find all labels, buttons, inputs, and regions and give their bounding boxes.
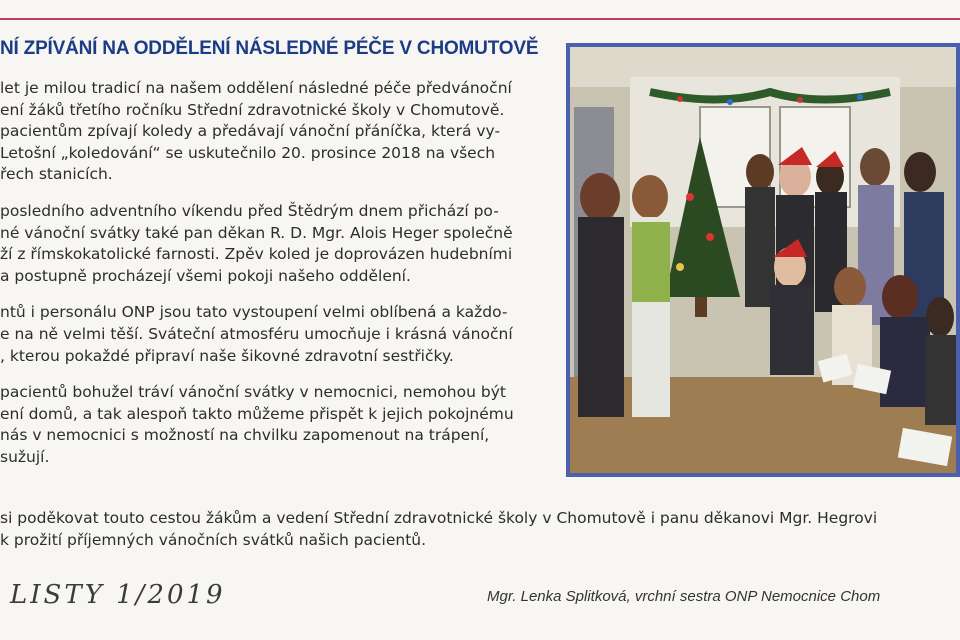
group-photo	[566, 43, 960, 477]
text-line: pacientů bohužel tráví vánoční svátky v nemocnici, nemohou být	[0, 383, 506, 402]
text-line: ení domů, a tak alespoň takto můžeme přispět k jejich pokojnému	[0, 404, 514, 423]
paragraph-3	[0, 302, 548, 367]
closing-paragraph	[0, 508, 960, 551]
text-line: Letošní „koledování“ se uskutečnilo 20. prosince 2018 na všech	[0, 143, 496, 162]
text-line: si poděkovat touto cestou žákům a vedení Střední zdravotnické školy v Chomutově i panu děkanovi Mgr. Hegrovi	[0, 509, 878, 527]
text-line: k prožití příjemných vánočních svátků našich pacientů.	[0, 530, 427, 549]
text-line: , kterou pokaždé připraví naše šikovné zdravotní sestřičky.	[0, 346, 454, 365]
paragraph-2	[0, 201, 548, 287]
text-line: let je milou tradicí na našem oddělení následné péče předvánoční	[0, 79, 512, 97]
group-photo-icon	[570, 47, 956, 473]
top-rule	[0, 18, 960, 20]
text-line: ží z římskokatolické farnosti. Zpěv koled je doprovázen hudebními	[0, 245, 513, 264]
text-line: a postupně procházejí všemi pokoji našeho oddělení.	[0, 266, 411, 285]
text-line: ení žáků třetího ročníku Střední zdravotnické školy v Chomutově.	[0, 100, 505, 119]
text-line: pacientům zpívají koledy a předávají vánoční přáníčka, která vy-	[0, 122, 501, 141]
publication-issue: LISTY 1/2019	[10, 580, 226, 610]
paragraph-1	[0, 78, 548, 186]
article-body	[0, 78, 548, 484]
author-signature: Mgr. Lenka Splitková, vrchní sestra ONP Nemocnice Chom	[487, 588, 881, 605]
text-line: nás v nemocnici s možností na chvilku zapomenout na trápení,	[0, 426, 490, 445]
text-line: posledního adventního víkendu před Štědrým dnem přichází po-	[0, 201, 499, 220]
text-line: e na ně velmi těší. Sváteční atmosféru umocňuje i krásná vánoční	[0, 324, 513, 343]
text-line: ntů i personálu ONP jsou tato vystoupení velmi oblíbená a každo-	[0, 303, 508, 322]
text-line: sužují.	[0, 447, 50, 466]
article-title: NÍ ZPÍVÁNÍ NA ODDĚLENÍ NÁSLEDNÉ PÉČE V CHOMUTOVĚ	[0, 38, 539, 59]
text-line: řech stanicích.	[0, 165, 113, 184]
paragraph-4	[0, 382, 548, 468]
text-line: né vánoční svátky také pan děkan R. D. Mgr. Alois Heger společně	[0, 223, 513, 242]
